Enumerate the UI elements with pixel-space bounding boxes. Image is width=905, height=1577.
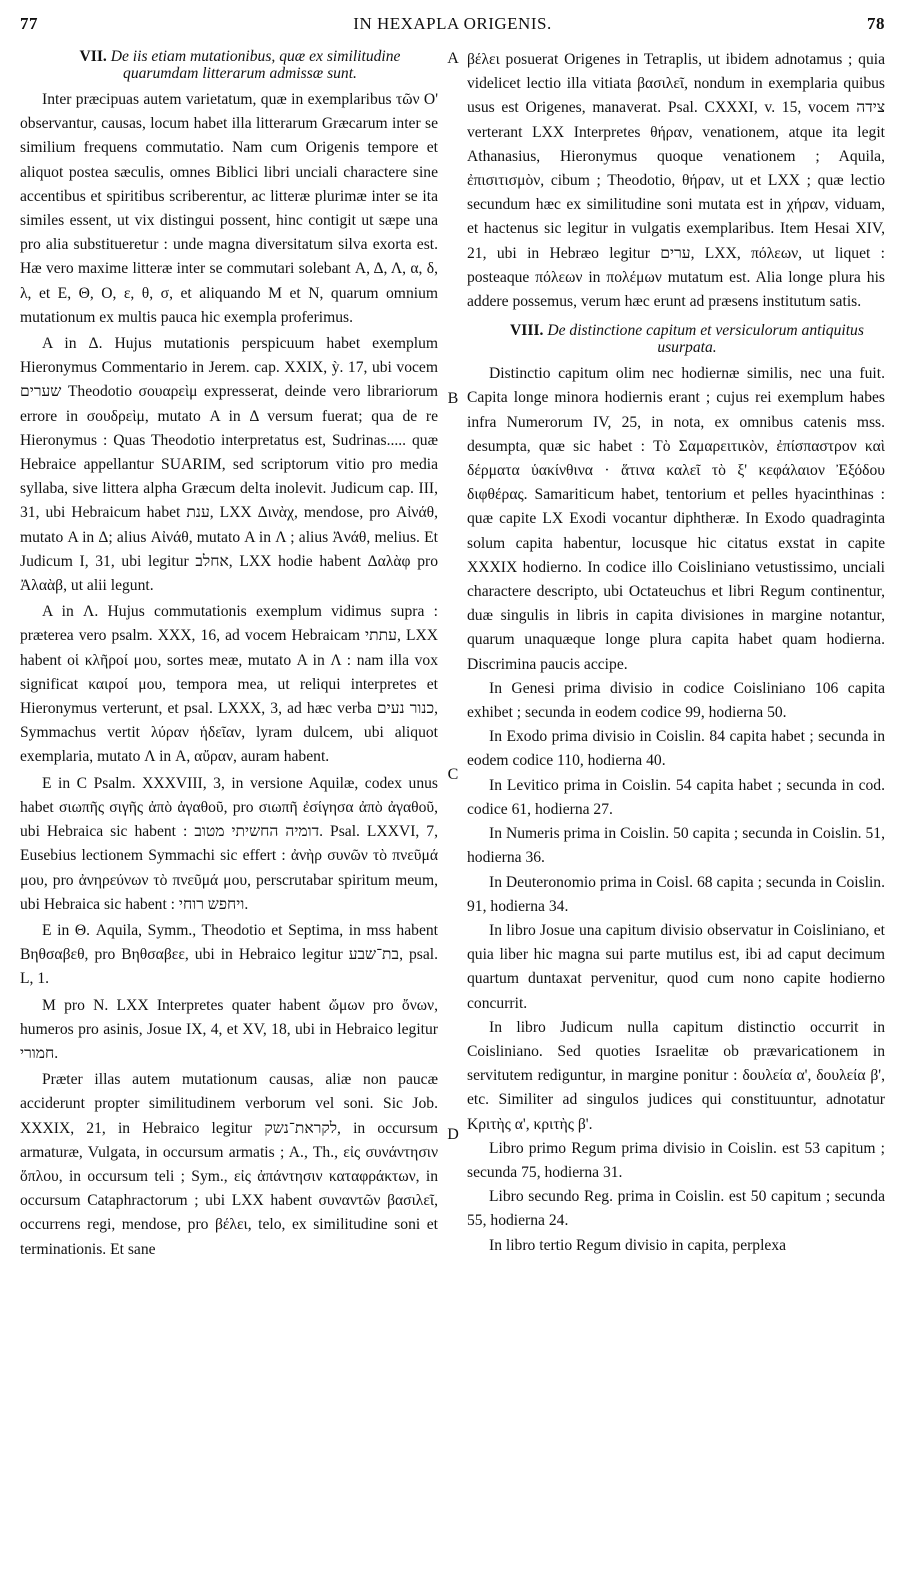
margin-marker-d: D [447,1126,459,1143]
paragraph: Libro primo Regum prima divisio in Coislin. est 53 capitum ; secunda 75, hodierna 31. [467,1139,885,1181]
margin-marker-a: A [447,50,459,67]
paragraph: Distinctio capitum olim nec hodiernæ similis, nec una fuit. Capita longe minora hodiernis erant ; cujus rei exemplum habes infra Numerorum IV, 25, in nota, ex omnibus catenis mss. desumpta, quæ sic habet : Τὸ Σαμαρειτικὸν, ἐπίσπαστρον καὶ δέρματα ὑακίνθινα · ἅτινα καλεῖ τὸ ξ' κεφάλαιον Ἐξόδου διφθέρας. Samariticum habet, tentorium et pelles hyacinthinas : quæ capite LX Exodi vocantur diphtheræ. In Exodo quadraginta solum capita habentur, locusque hic citatus exstat in capite XXXIX hodierno. In codice illo Coisliniano vetustissimo, unciali charactere descripto, ubi Octateuchus et libri Regum continentur, duæ singulis in libris in capita divisiones in margine notantur, quarum unaquæque longe plura capita habet quam hodierna. Discrimina paucis accipe. [467,365,885,673]
page-header [20,14,885,38]
paragraph: Præter illas autem mutationum causas, aliæ non paucæ acciderunt propter similitudinem verborum vel soni. Sic Job. XXXIX, 21, in Hebraico legitur לקראת־נשק, in occursum armaturæ, Vulgata, in occursum armatis ; A., Th., εἰς συνάντησιν ὅπλου, in occursum teli ; Sym., εἰς ἀπάντησιν καταφράκτων, in occursum Cataphractorum ; ubi LXX habent συναντῶν βασιλεῖ, occurrens regi, mendose, pro βέλει, telo, ex similitudine soni et terminationis. Et sane [20,1071,438,1258]
paragraph: In Levitico prima in Coislin. 54 capita habet ; secunda in cod. codice 61, hodierna 27. [467,776,885,818]
section-heading-viii [467,322,885,356]
paragraph: In libro Josue una capitum divisio observatur in Coisliniano, et quia liber hic magna sui parte mutilus est, ibi ad caput decimum quartum duntaxat pervenitur, quod cum nono capite hodierno concurrit. [467,921,885,1012]
running-title: IN HEXAPLA ORIGENIS. [353,14,552,33]
paragraph: In libro tertio Regum divisio in capita, perplexa [489,1236,787,1254]
right-column [467,48,885,1258]
page-number-left: 77 [20,14,38,33]
paragraph: In Numeris prima in Coislin. 50 capita ; secunda in Coislin. 51, hodierna 36. [467,825,885,867]
paragraph: Α in Λ. Hujus commutationis exemplum vidimus supra : præterea vero psalm. XXX, 16, ad vocem Hebraicam עתתי, LXX habent οἱ κλῆροί μου, sortes meæ, mutato Α in Λ : nam illa vox significat καιροί μου, tempora mea, ut reliqui interpretes et Hieronymus verterunt, et psal. LXXX, 3, ad hæc verba כנור נעים, Symmachus vertit λύραν ἡδεῖαν, lyram dulcem, ubi aliquot exemplaria, mutato Λ in Α, αὔραν, auram habent. [20,603,438,766]
paragraph: In Exodo prima divisio in Coislin. 84 capita habet ; secunda in eodem codice 110, hodierna 40. [467,728,885,770]
paragraph: Μ pro Ν. LXX Interpretes quater habent ὤμων pro ὄνων, humeros pro asinis, Josue IX, 4, et XV, 18, ubi in Hebraico legitur חמורי. [20,996,438,1062]
left-column [20,48,438,1262]
section-heading-vii [20,48,438,82]
paragraph: In libro Judicum nulla capitum distinctio occurrit in Coisliniano. Sed quoties Israelitæ ob prævaricationem in servitutem rediguntur, in margine ponitur : δουλεία α', δουλεία β', etc. Similiter ad singulos judices qui constituuntur, adnotatur Κριτὴς α', κριτὴς β'. [467,1018,885,1133]
section-title: De iis etiam mutationibus, quæ ex similitudine quarumdam litterarum admissæ sunt. [110,48,401,82]
paragraph-continued: βέλει posuerat Origenes in Tetraplis, ut ibidem adnotamus ; quia videlicet lectio illa vitiata βασιλεῖ, nondum in exemplaria quibus usus est Origenes, manaverat. Psal. CXXXI, v. 15, vocem צידה verterant LXX Interpretes θήραν, venationem, atque ita legit Athanasius, Hieronymus quoque venationem ; Aquila, ἐπισιτισμὸν, cibum ; Theodotio, θήραν, ut et LXX ; quæ lectio secundum hæc ex similitudine soni mutata est in χήραν, viduam, et hactenus sic legitur in vulgatis exemplaribus. Item Hesai XIV, 21, ubi in Hebræo legitur ערים, LXX, πόλεων, ut liquet : posteaque πόλεων in πολέμων mutatum est. Alia longe plura his addere possemus, verum hæc erunt ad præsens institutum satis. [467,51,885,311]
paragraph: Ε in Θ. Aquila, Symm., Theodotio et Septima, in mss habent Βηθσαβεθ, pro Βηθσαβεε, ubi in Hebraico legitur בת־שבע, psal. L, 1. [20,921,438,988]
paragraph: Ε in C Psalm. XXXVIII, 3, in versione Aquilæ, codex unus habet σιωπῆς σιγῆς ἀπὸ ἀγαθοῦ, pro σιωπῆ ἐσίγησα ἀπὸ ἀγαθοῦ, ubi Hebraica sic habent : דומיה החשיתי מטוב. Psal. LXXVI, 7, Eusebius lectionem Symmachi sic effert : ἀνὴρ συνῶν τὸ πνεῦμά μου, pro ἀνηρεύνων τὸ πνεῦμά μου, perscrutabar spiritum meum, ubi Hebraica sic habent : ויחפש רוחי. [20,774,438,913]
margin-marker-b: B [447,390,459,407]
paragraph: Libro secundo Reg. prima in Coislin. est 50 capitum ; secunda 55, hodierna 24. [467,1188,885,1230]
paragraph: Inter præcipuas autem varietatum, quæ in exemplaribus τῶν Ο' observantur, causas, locum habet illa litterarum Græcarum inter se similium frequens commutatio. Nam cum Origenis tempore et aliquot postea sæculis, omnes Biblici libri unciali charactere sine accentibus et spiritibus scriberentur, ac litteræ plurimæ inter se ita similes essent, ut vix distingui possent, hinc contigit ut sæpe una pro alia substitueretur : unde magna diversitatum silva exorta est. Hæ vero maxime litteræ inter se commutari solebant Α, Δ, Λ, α, δ, λ, et Ε, Θ, Ο, ε, θ, σ, et aliquando Μ et Ν, quarum omnium mutationum ex multis pauca hic exempla proferimus. [20,91,438,326]
page-number-right: 78 [867,14,885,33]
section-number: VII. [79,48,107,65]
paragraph: Α in Δ. Hujus mutationis perspicuum habet exemplum Hieronymus Commentario in Jerem. cap. XXIX, ỳ. 17, ubi vocem שערים Theodotio σουαρεὶμ expresserat, deinde vero librariorum errore in σουδρεὶμ, mutato Α in Δ versum fuerat; qua de re Hieronymus : Quas Theodotio interpretatus est, Sudrinas..... quæ Hebraice appellantur SUARIM, sed scriptorum vitio pro media syllaba, sive littera alpha Græcum delta inolevit. Judicum cap. III, 31, ubi Hebraicum habet ענת, LXX Δινὰχ, mendose, pro Αἰνάθ, mutato Α in Δ; alius Αἰνάθ, mutato Α in Λ ; alius Ἀνάθ, melius. Et Judicum I, 31, ubi legitur אחלב, LXX hodie habent Δαλὰφ pro Ἀλαὰβ, ut alii legunt. [20,335,438,595]
paragraph: In Genesi prima divisio in codice Coisliniano 106 capita exhibet ; secunda in eodem codice 99, hodierna 50. [467,679,885,722]
section-title: De distinctione capitum et versiculorum antiquitus usurpata. [547,322,864,357]
section-number: VIII. [510,322,544,340]
paragraph: In Deuteronomio prima in Coisl. 68 capita ; secunda in Coislin. 91, hodierna 34. [467,873,885,915]
margin-marker-c: C [447,766,459,783]
